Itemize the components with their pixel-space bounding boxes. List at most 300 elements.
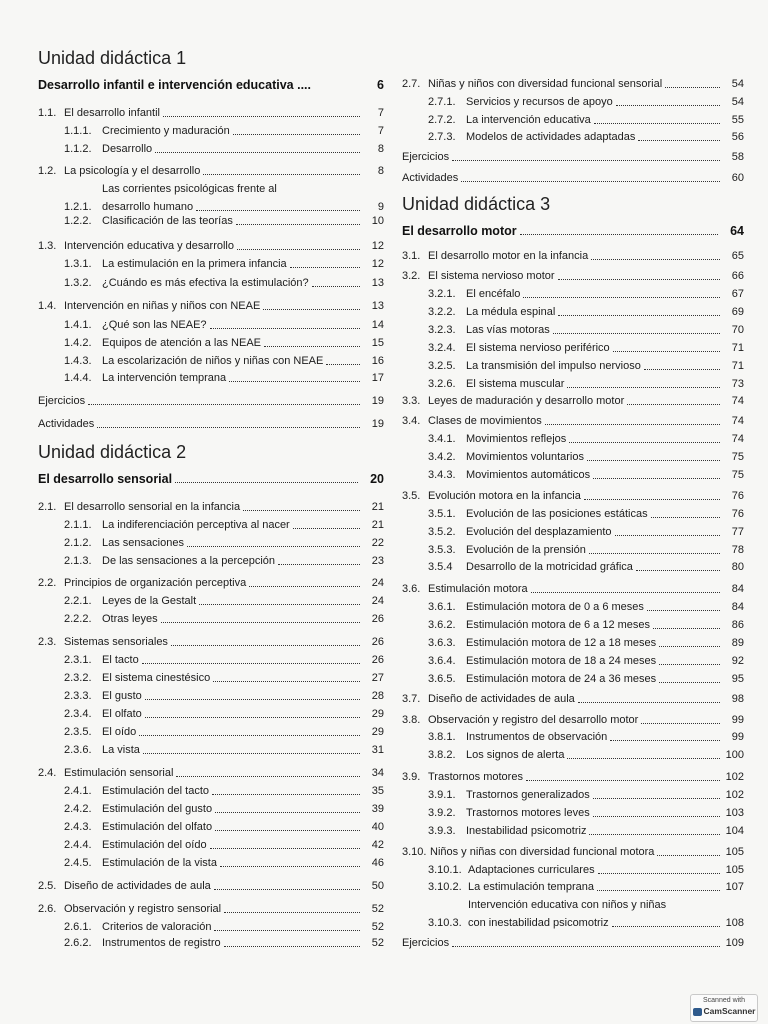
entry-number: 2.1.2. (64, 537, 92, 549)
entry-label: Intervención en niñas y niños con NEAE (64, 300, 261, 312)
entry-number: 3.2. (402, 270, 421, 282)
dot-leader (610, 740, 720, 741)
unit-heading: Unidad didáctica 2 (38, 442, 187, 462)
entry-number: 2.4.4. (64, 839, 92, 851)
toc-entry (428, 306, 744, 319)
toc-entry (64, 726, 384, 739)
dot-leader (589, 553, 720, 554)
toc-entry (428, 114, 744, 127)
entry-number: 3.4.2. (428, 451, 456, 463)
entry-number: 3.2.2. (428, 306, 456, 318)
page-number: 19 (371, 418, 384, 430)
entry-label: Trastornos motores (428, 771, 523, 783)
entry-number: 3.4.3. (428, 469, 456, 481)
page-number: 27 (371, 672, 384, 684)
toc-entry (38, 767, 384, 780)
dot-leader (199, 604, 360, 605)
entry-label: Ejercicios (402, 937, 450, 949)
toc-entry (402, 846, 744, 859)
page-number: 103 (725, 807, 744, 819)
dot-leader (233, 134, 360, 135)
entry-label: Otras leyes (102, 613, 158, 625)
page-number: 7 (377, 125, 384, 137)
entry-label: Clasificación de las teorías (102, 215, 233, 227)
page-number: 104 (725, 825, 744, 837)
dot-leader (553, 333, 720, 334)
page-number: 99 (731, 731, 744, 743)
entry-number: 2.1. (38, 501, 57, 513)
toc-entry (64, 785, 384, 798)
toc-entry (64, 803, 384, 816)
unit-heading: Unidad didáctica 3 (402, 194, 551, 214)
page-number: 52 (371, 903, 384, 915)
page-number: 22 (371, 537, 384, 549)
toc-entry (64, 215, 384, 228)
page-number: 89 (731, 637, 744, 649)
entry-number: 3.6. (402, 583, 421, 595)
entry-label: Estimulación motora de 24 a 36 meses (466, 673, 657, 685)
page-number: 29 (371, 708, 384, 720)
entry-number: 1.4.1. (64, 319, 92, 331)
page-number: 55 (731, 114, 744, 126)
entry-number: 1.4.4. (64, 372, 92, 384)
dot-leader (636, 570, 720, 571)
entry-number: 1.1.1. (64, 125, 92, 137)
toc-entry (402, 172, 744, 185)
entry-number: 2.7. (402, 78, 421, 90)
dot-leader (278, 564, 360, 565)
unit-heading: Unidad didáctica 1 (38, 48, 187, 68)
page-number: 26 (371, 613, 384, 625)
toc-entry (428, 324, 744, 337)
entry-label: Trastornos generalizados (466, 789, 590, 801)
dot-leader (203, 174, 360, 175)
page-number: 6 (377, 78, 384, 92)
entry-number: 2.3.1. (64, 654, 92, 666)
page-number: 74 (731, 395, 744, 407)
page-number: 73 (731, 378, 744, 390)
entry-label: La estimulación en la primera infancia (102, 258, 287, 270)
entry-number: 2.7.1. (428, 96, 456, 108)
page-number: 20 (370, 472, 384, 486)
entry-number: 1.4. (38, 300, 57, 312)
entry-number: 3.5.4 (428, 561, 453, 573)
page-number: 100 (725, 749, 744, 761)
toc-entry (428, 131, 744, 144)
entry-label-wrap (468, 899, 722, 930)
page-number: 69 (731, 306, 744, 318)
entry-number: 2.5. (38, 880, 57, 892)
page-number: 21 (371, 519, 384, 531)
dot-leader (326, 364, 360, 365)
entry-label: El desarrollo infantil (64, 107, 160, 119)
dot-leader (312, 286, 360, 287)
dot-leader (196, 210, 360, 211)
toc-entry (428, 360, 744, 373)
entry-number: 2.3.2. (64, 672, 92, 684)
toc-entry (428, 749, 744, 762)
page-number: 105 (725, 846, 744, 858)
entry-number: 3.6.4. (428, 655, 456, 667)
entry-label-continued: desarrollo humano (102, 201, 194, 213)
entry-number: 3.6.1. (428, 601, 456, 613)
entry-label: Las sensaciones (102, 537, 184, 549)
dot-leader (587, 460, 720, 461)
toc-entry (38, 501, 384, 514)
page-number: 40 (371, 821, 384, 833)
dot-leader (187, 546, 360, 547)
page-number: 77 (731, 526, 744, 538)
entry-number: 2.6.2. (64, 937, 92, 949)
dot-leader (212, 794, 360, 795)
toc-entry (428, 288, 744, 301)
dot-leader (558, 279, 720, 280)
entry-number: 2.4.5. (64, 857, 92, 869)
dot-leader (641, 723, 720, 724)
toc-entry (402, 771, 744, 784)
dot-leader (567, 387, 720, 388)
page-number: 95 (731, 673, 744, 685)
dot-leader (176, 776, 360, 777)
entry-label: De las sensaciones a la percepción (102, 555, 276, 567)
entry-number: 2.4.2. (64, 803, 92, 815)
camscanner-logo-icon (693, 1008, 702, 1016)
toc-entry (38, 240, 384, 253)
dot-leader (627, 404, 720, 405)
page-number: 26 (371, 654, 384, 666)
entry-label: Estimulación del tacto (102, 785, 209, 797)
page-number: 14 (371, 319, 384, 331)
entry-label: Movimientos automáticos (466, 469, 591, 481)
entry-number: 3.5.2. (428, 526, 456, 538)
dot-leader (452, 946, 720, 947)
page-number: 50 (371, 880, 384, 892)
page-number: 92 (731, 655, 744, 667)
toc-entry (64, 839, 384, 852)
dot-leader (589, 834, 720, 835)
entry-label: Estimulación sensorial (64, 767, 174, 779)
entry-label: Modelos de actividades adaptadas (466, 131, 636, 143)
entry-label: Inestabilidad psicomotriz (466, 825, 587, 837)
entry-label-continued: con inestabilidad psicomotriz (468, 917, 609, 929)
toc-entry (64, 258, 384, 271)
toc-entry (428, 526, 744, 539)
dot-leader (249, 586, 360, 587)
dot-leader (659, 682, 720, 683)
entry-number: 3.2.5. (428, 360, 456, 372)
entry-number: 1.3.1. (64, 258, 92, 270)
page-number: 84 (731, 583, 744, 595)
toc-entry (428, 544, 744, 557)
page-number: 107 (725, 881, 744, 893)
toc-entry (428, 807, 744, 820)
page-number: 16 (371, 355, 384, 367)
toc-entry (428, 655, 744, 668)
page-number: 75 (731, 451, 744, 463)
toc-entry (402, 415, 744, 428)
page-number: 29 (371, 726, 384, 738)
toc-entry (402, 490, 744, 503)
toc-entry (402, 151, 744, 164)
page-number: 56 (731, 131, 744, 143)
page-number: 35 (371, 785, 384, 797)
dot-leader (243, 510, 360, 511)
page-number: 80 (731, 561, 744, 573)
page-number: 65 (731, 250, 744, 262)
entry-number: 3.3. (402, 395, 421, 407)
toc-entry (428, 637, 744, 650)
dot-leader (653, 628, 720, 629)
dot-leader (531, 592, 720, 593)
entry-label: Servicios y recursos de apoyo (466, 96, 613, 108)
toc-entry (402, 583, 744, 596)
toc-entry (428, 881, 744, 894)
page-number: 108 (725, 917, 744, 929)
entry-label: Desarrollo (102, 143, 153, 155)
page-number: 75 (731, 469, 744, 481)
entry-number: 2.3.3. (64, 690, 92, 702)
entry-label: Evolución de la prensión (466, 544, 586, 556)
page-number: 60 (731, 172, 744, 184)
entry-label: Principios de organización perceptiva (64, 577, 247, 589)
toc-entry (428, 673, 744, 686)
dot-leader (236, 224, 360, 225)
entry-label: El desarrollo sensorial en la infancia (64, 501, 241, 513)
entry-number: 3.10.2. (428, 881, 462, 893)
entry-label: ¿Qué son las NEAE? (102, 319, 207, 331)
toc-entry (64, 937, 384, 950)
dot-leader (461, 181, 720, 182)
entry-label: Desarrollo de la motricidad gráfica (466, 561, 633, 573)
page-number: 12 (371, 258, 384, 270)
dot-leader (558, 315, 720, 316)
page-number: 10 (371, 215, 384, 227)
dot-leader (214, 930, 360, 931)
entry-number: 3.8.2. (428, 749, 456, 761)
entry-label: Evolución motora en la infancia (428, 490, 581, 502)
watermark-line2: CamScanner (703, 1006, 756, 1016)
toc-entry (64, 519, 384, 532)
dot-leader (229, 381, 360, 382)
entry-label: Los signos de alerta (466, 749, 565, 761)
page-number: 105 (725, 864, 744, 876)
toc-entry (38, 903, 384, 916)
entry-label: Leyes de la Gestalt (102, 595, 197, 607)
page-number: 70 (731, 324, 744, 336)
entry-label: Actividades (402, 172, 459, 184)
page-number: 66 (731, 270, 744, 282)
entry-number: 2.2.2. (64, 613, 92, 625)
entry-label: Leyes de maduración y desarrollo motor (428, 395, 625, 407)
entry-number: 3.4. (402, 415, 421, 427)
unit-title-row (38, 78, 384, 92)
entry-number: 2.2.1. (64, 595, 92, 607)
dot-leader (143, 753, 360, 754)
page-number: 15 (371, 337, 384, 349)
dot-leader (526, 780, 720, 781)
page-number: 52 (371, 937, 384, 949)
entry-number: 3.5.1. (428, 508, 456, 520)
dot-leader (523, 297, 720, 298)
entry-number: 2.1.3. (64, 555, 92, 567)
entry-number: 2.1.1. (64, 519, 92, 531)
page-number: 54 (731, 96, 744, 108)
entry-label: Trastornos motores leves (466, 807, 590, 819)
entry-number: 3.2.3. (428, 324, 456, 336)
entry-label: La estimulación temprana (468, 881, 594, 893)
entry-label: Estimulación motora de 6 a 12 meses (466, 619, 651, 631)
entry-label: Las corrientes psicológicas frente al (102, 183, 277, 195)
entry-number: 1.1.2. (64, 143, 92, 155)
dot-leader (224, 946, 360, 947)
entry-label: El sistema cinestésico (102, 672, 211, 684)
toc-entry (38, 395, 384, 408)
entry-number: 2.3.5. (64, 726, 92, 738)
page-number: 78 (731, 544, 744, 556)
toc-entry (402, 270, 744, 283)
dot-leader (224, 912, 360, 913)
dot-leader (210, 328, 360, 329)
toc-entry (64, 372, 384, 385)
entry-number: 3.8. (402, 714, 421, 726)
page-number: 74 (731, 433, 744, 445)
dot-leader (593, 816, 720, 817)
entry-number: 3.6.5. (428, 673, 456, 685)
page-number: 71 (731, 342, 744, 354)
dot-leader (171, 645, 360, 646)
entry-label: La transmisión del impulso nervioso (466, 360, 641, 372)
entry-label: Ejercicios (402, 151, 450, 163)
page-number: 46 (371, 857, 384, 869)
dot-leader (659, 664, 720, 665)
dot-leader (175, 482, 358, 483)
entry-label: El olfato (102, 708, 142, 720)
dot-leader (616, 105, 720, 106)
toc-entry (64, 708, 384, 721)
entry-label: El oído (102, 726, 137, 738)
page-number: 109 (725, 937, 744, 949)
dot-leader (163, 116, 360, 117)
dot-leader (615, 535, 720, 536)
entry-label: La intervención educativa (466, 114, 591, 126)
camscanner-watermark (690, 994, 758, 1022)
toc-entry (64, 613, 384, 626)
entry-number: 1.2.2. (64, 215, 92, 227)
toc-entry (428, 433, 744, 446)
entry-label: Adaptaciones curriculares (468, 864, 595, 876)
dot-leader (215, 812, 360, 813)
entry-number: 3.9. (402, 771, 421, 783)
dot-leader (220, 866, 360, 867)
entry-number: 1.4.3. (64, 355, 92, 367)
toc-entry (428, 451, 744, 464)
dot-leader (584, 499, 720, 500)
entry-number: 2.3. (38, 636, 57, 648)
entry-label: El gusto (102, 690, 142, 702)
entry-number: 1.2.1. (64, 201, 92, 213)
entry-number: 3.5. (402, 490, 421, 502)
entry-label: Clases de movimientos (428, 415, 542, 427)
page-number: 102 (725, 789, 744, 801)
entry-label: Crecimiento y maduración (102, 125, 230, 137)
toc-entry (64, 595, 384, 608)
entry-number: 1.4.2. (64, 337, 92, 349)
entry-number: 3.9.1. (428, 789, 456, 801)
toc-entry (428, 899, 744, 930)
page-number: 102 (725, 771, 744, 783)
page-number: 84 (731, 601, 744, 613)
page-number: 31 (371, 744, 384, 756)
page-number: 21 (371, 501, 384, 513)
entry-number: 2.2. (38, 577, 57, 589)
dot-leader (613, 351, 720, 352)
entry-label: La médula espinal (466, 306, 556, 318)
page-number: 9 (377, 201, 384, 213)
dot-leader (213, 681, 360, 682)
entry-label: Movimientos reflejos (466, 433, 567, 445)
entry-number: 3.2.6. (428, 378, 456, 390)
dot-leader (638, 140, 720, 141)
entry-label: La intervención temprana (102, 372, 227, 384)
page-number: 52 (371, 921, 384, 933)
toc-entry (64, 143, 384, 156)
dot-leader (293, 528, 360, 529)
toc-entry (64, 744, 384, 757)
dot-leader (647, 610, 720, 611)
dot-leader (545, 424, 720, 425)
toc-entry (428, 864, 744, 877)
entry-number: 1.2. (38, 165, 57, 177)
toc-entry (428, 342, 744, 355)
page-number: 24 (371, 595, 384, 607)
watermark-line1: Scanned with (702, 997, 746, 1004)
page-number: 42 (371, 839, 384, 851)
dot-leader (644, 369, 720, 370)
page-number: 17 (371, 372, 384, 384)
toc-entry (64, 672, 384, 685)
entry-number: 3.6.3. (428, 637, 456, 649)
dot-leader (593, 798, 720, 799)
entry-label: Instrumentos de registro (102, 937, 221, 949)
entry-label: Intervención educativa con niños y niñas (468, 899, 667, 911)
entry-label: Estimulación motora (428, 583, 528, 595)
page-number: 8 (377, 165, 384, 177)
page-number: 12 (371, 240, 384, 252)
page-number: 24 (371, 577, 384, 589)
dot-leader (88, 404, 360, 405)
toc-entry (38, 107, 384, 120)
dot-leader (139, 735, 360, 736)
toc-entry (402, 78, 744, 91)
dot-leader (97, 427, 360, 428)
toc-entry (402, 714, 744, 727)
entry-label: Estimulación de la vista (102, 857, 217, 869)
entry-label: Diseño de actividades de aula (64, 880, 211, 892)
entry-label: Niños y niñas con diversidad funcional motora (430, 846, 655, 858)
page-number: 8 (377, 143, 384, 155)
page-number: 7 (377, 107, 384, 119)
page-number: 98 (731, 693, 744, 705)
toc-entry (428, 825, 744, 838)
entry-label: El encéfalo (466, 288, 521, 300)
dot-leader (567, 758, 720, 759)
toc-entry (428, 96, 744, 109)
entry-label: ¿Cuándo es más efectiva la estimulación? (102, 277, 309, 289)
dot-leader (215, 830, 360, 831)
toc-entry (428, 601, 744, 614)
page-number: 19 (371, 395, 384, 407)
entry-label: Estimulación del oído (102, 839, 207, 851)
